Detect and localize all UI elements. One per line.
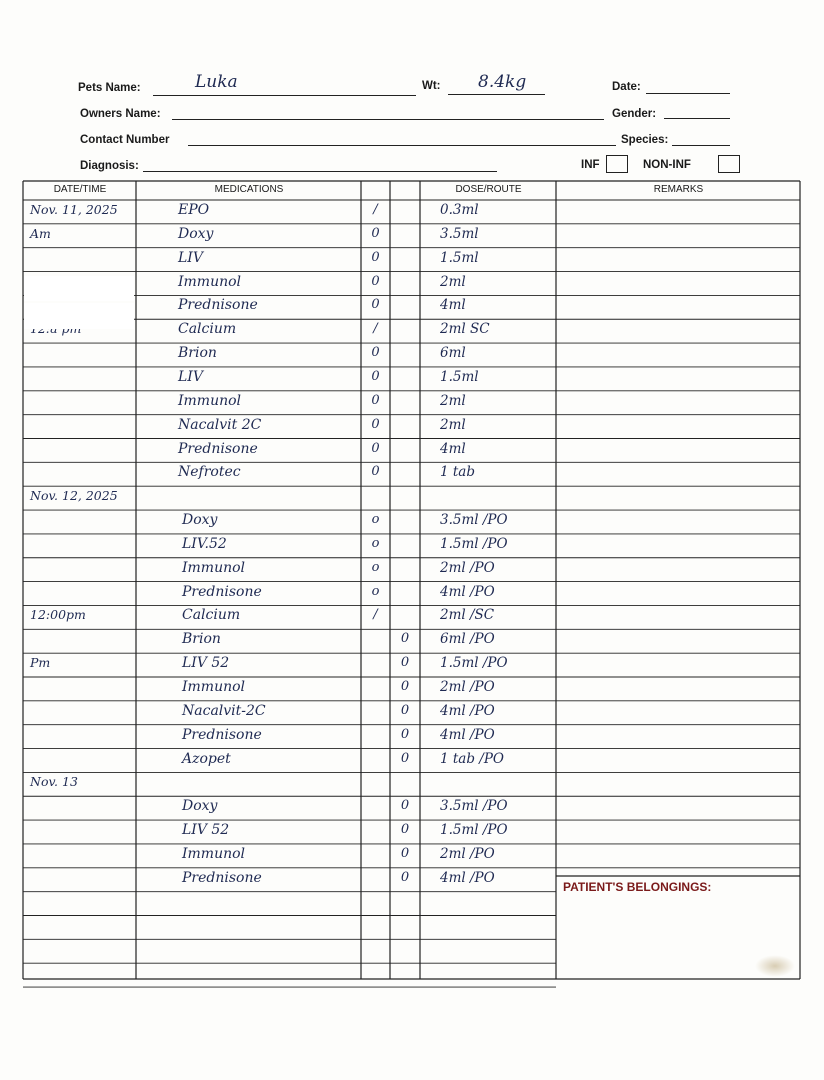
administered-mark-am: / [373, 321, 378, 337]
gender-label: Gender: [612, 108, 657, 120]
medication-cell: Prednisone [178, 440, 258, 457]
administered-mark-am: o [371, 583, 380, 599]
dose-route-cell: 4ml [440, 297, 466, 314]
medication-cell: Brion [182, 631, 221, 648]
medication-cell: Immunol [182, 845, 246, 862]
medication-cell: Nacalvit 2C [178, 416, 262, 433]
dose-route-cell: 3.5ml [440, 225, 479, 242]
dose-route-cell: 2ml /PO [440, 845, 495, 862]
dose-route-cell: 2ml [440, 416, 466, 433]
administered-mark-pm: 0 [400, 726, 410, 742]
administered-mark-pm: 0 [400, 679, 410, 694]
administered-mark-pm: 0 [400, 869, 410, 885]
date-time-cell: Pm [30, 655, 51, 671]
patient-belongings-label: PATIENT'S BELONGINGS: [563, 880, 712, 894]
administered-mark-am: 0 [371, 416, 380, 432]
administered-mark-pm: 0 [400, 655, 410, 671]
administered-mark-am: 0 [371, 249, 380, 265]
dose-route-cell: 4ml /PO [440, 702, 495, 719]
medication-cell: Immunol [178, 273, 242, 290]
administered-mark-am: 0 [371, 368, 380, 384]
administered-mark-am: 0 [371, 273, 380, 289]
dose-route-cell: 1.5ml [440, 368, 479, 385]
dose-route-cell: 1.5ml /PO [440, 822, 508, 839]
dose-route-cell: 6ml [440, 345, 466, 362]
dose-route-cell: 0.3ml [440, 202, 479, 218]
dose-route-cell: 2ml [440, 392, 466, 409]
dose-route-cell: 3.5ml /PO [440, 512, 508, 529]
inf-label: INF [581, 159, 600, 171]
date-time-cell: 12:00pm [30, 607, 86, 623]
dose-route-cell: 6ml /PO [440, 631, 495, 648]
medication-cell: Doxy [182, 512, 218, 529]
medication-cell: LIV [178, 368, 203, 385]
administered-mark-am: / [373, 607, 378, 623]
dose-route-cell: 1.5ml /PO [440, 535, 508, 552]
administered-mark-am: 0 [371, 440, 380, 456]
medication-cell: Prednisone [182, 869, 262, 886]
medication-cell: Calcium [178, 321, 237, 338]
noninf-label: NON-INF [643, 159, 691, 171]
dose-route-cell: 1 tab /PO [440, 750, 504, 767]
contact-number-label: Contact Number [80, 134, 170, 146]
pet-name-value: Luka [195, 72, 238, 92]
dose-route-cell: 4ml [440, 440, 466, 457]
administered-mark-am: 0 [371, 392, 380, 408]
medication-cell: Immunol [182, 559, 246, 576]
header-date-time: DATE/TIME [53, 184, 107, 195]
administered-mark-pm: 0 [400, 702, 410, 718]
species-label: Species: [621, 134, 669, 146]
redacted-block [24, 303, 134, 329]
dose-route-cell: 2ml /PO [440, 559, 495, 576]
medication-cell: Nacalvit-2C [182, 702, 266, 719]
dose-route-cell: 2ml SC [440, 321, 490, 338]
medication-cell: EPO [178, 202, 210, 218]
administered-mark-am: o [371, 512, 380, 528]
header-remarks: REMARKS [653, 184, 704, 195]
dose-route-cell: 2ml /SC [440, 607, 495, 624]
dose-route-cell: 2ml [440, 273, 466, 290]
date-label: Date: [612, 81, 641, 93]
administered-mark-pm: 0 [400, 750, 410, 766]
pet-name-label: Pets Name: [78, 82, 141, 94]
medication-cell: Azopet [182, 750, 231, 767]
dose-route-cell: 1 tab [440, 464, 475, 481]
medication-cell: Immunol [182, 679, 246, 695]
medication-cell: LIV 52 [182, 655, 230, 672]
administered-mark-am: o [371, 535, 380, 551]
administered-mark-pm: 0 [400, 798, 410, 814]
date-time-cell: Am [30, 225, 51, 241]
administered-mark-am: o [371, 559, 380, 575]
medication-cell: Brion [178, 345, 217, 362]
medication-cell: Prednisone [182, 726, 262, 743]
medication-cell: Immunol [178, 392, 242, 409]
date-time-cell: Nov. 12, 2025 [30, 488, 118, 504]
medication-cell: Nefrotec [178, 464, 241, 481]
dose-route-cell: 2ml /PO [440, 679, 495, 695]
medication-cell: LIV [178, 249, 203, 266]
medication-cell: Prednisone [182, 583, 262, 600]
administered-mark-pm: 0 [400, 845, 410, 861]
date-time-cell: Nov. 11, 2025 [30, 202, 118, 217]
administered-mark-am: 0 [371, 345, 380, 361]
medication-cell: LIV 52 [182, 822, 230, 839]
administered-mark-am: 0 [371, 297, 380, 313]
medication-cell: Doxy [178, 225, 214, 242]
medication-cell: Calcium [182, 607, 241, 624]
administered-mark-am: 0 [371, 464, 380, 480]
paper-stain [755, 955, 795, 977]
medication-cell: LIV.52 [182, 535, 227, 552]
header-medications: MEDICATIONS [214, 184, 284, 195]
weight-label: Wt: [422, 80, 441, 92]
administered-mark-pm: 0 [400, 822, 410, 838]
medication-cell: Doxy [182, 798, 218, 815]
dose-route-cell: 4ml /PO [440, 583, 495, 600]
owner-name-label: Owners Name: [80, 108, 161, 120]
dose-route-cell: 3.5ml /PO [440, 798, 508, 815]
dose-route-cell: 4ml /PO [440, 726, 495, 743]
dose-route-cell: 1.5ml /PO [440, 655, 508, 672]
header-dose-route: DOSE/ROUTE [455, 184, 522, 195]
weight-value: 8.4kg [478, 72, 527, 92]
dose-route-cell: 1.5ml [440, 249, 479, 266]
administered-mark-pm: 0 [400, 631, 410, 647]
redacted-block [24, 276, 134, 301]
administered-mark-am: 0 [371, 225, 380, 241]
diagnosis-label: Diagnosis: [80, 160, 139, 172]
dose-route-cell: 4ml /PO [440, 869, 495, 886]
date-time-cell: Nov. 13 [30, 774, 78, 790]
medication-cell: Prednisone [178, 297, 258, 314]
administered-mark-am: / [373, 202, 378, 217]
